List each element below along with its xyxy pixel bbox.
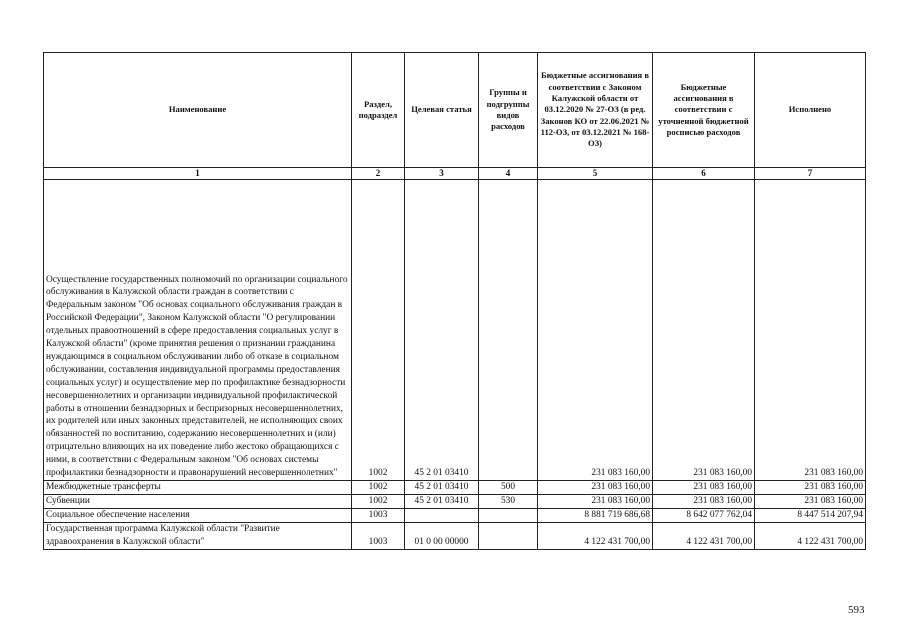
table-row <box>44 180 866 481</box>
row-group <box>479 508 538 522</box>
row-target: 01 0 00 00000 <box>405 522 479 549</box>
column-number: 3 <box>405 168 479 180</box>
header-group: Группы и подгруппы видов расходов <box>479 53 538 168</box>
row-name: Субвенции <box>44 494 352 508</box>
row-group: 530 <box>479 494 538 508</box>
column-number: 7 <box>755 168 866 180</box>
row-section: 1003 <box>352 522 405 549</box>
table-row <box>44 494 866 508</box>
page-number: 593 <box>848 604 865 616</box>
header-name: Наименование <box>44 53 352 168</box>
row-section: 1003 <box>352 508 405 522</box>
row-law-amount: 8 881 719 686,68 <box>538 508 653 522</box>
column-number: 6 <box>653 168 755 180</box>
table-row <box>44 481 866 495</box>
row-executed: 231 083 160,00 <box>755 481 866 495</box>
row-group <box>479 522 538 549</box>
row-law-amount: 231 083 160,00 <box>538 481 653 495</box>
header-law-amount: Бюджетные ассигнования в соответствии с Законом Калужской области от 03.12.2020 № 27-ОЗ (в ред. Законов КО от 22.06.2021 № 112-ОЗ, от 03.12.2021 № 168-ОЗ) <box>538 53 653 168</box>
table-row <box>44 508 866 522</box>
column-number: 2 <box>352 168 405 180</box>
row-section: 1002 <box>352 494 405 508</box>
row-target: 45 2 01 03410 <box>405 494 479 508</box>
row-refined-amount: 4 122 431 700,00 <box>653 522 755 549</box>
row-refined-amount: 231 083 160,00 <box>653 494 755 508</box>
row-executed: 231 083 160,00 <box>755 180 866 481</box>
row-executed: 231 083 160,00 <box>755 494 866 508</box>
row-group <box>479 180 538 481</box>
column-number-row <box>44 168 866 180</box>
row-target <box>405 508 479 522</box>
row-law-amount: 231 083 160,00 <box>538 494 653 508</box>
budget-table <box>43 52 866 550</box>
row-name: Осуществление государственных полномочий по организации социального обслуживания в Калужской области граждан в соответствии с Федеральным законом "Об основах социального обслуживания граждан в Российской Федерации", Законом Калужской области "О регулировании отдельных правоотношений в сфере предоставления социальных услуг в Калужской области" (кроме принятия решения о признании гражданина нуждающимся в социальном обслуживании либо об отказе в социальном обслуживании, составления индивидуальной программы предоставления социальных услуг) и осуществление мер по профилактике безнадзорности несовершеннолетних и организации индивидуальной профилактической работы в отношении безнадзорных и беспризорных несовершеннолетних, их родителей или иных законных представителей, не исполняющих своих обязанностей по воспитанию, содержанию несовершеннолетних и (или) отрицательно влияющих на их поведение либо жестоко обращающихся с ними, в соответствии с Федеральным законом "Об основах системы профилактики безнадзорности и правонарушений несовершеннолетних" <box>44 180 352 481</box>
table-row <box>44 522 866 549</box>
row-name: Социальное обеспечение населения <box>44 508 352 522</box>
row-name: Межбюджетные трансферты <box>44 481 352 495</box>
row-law-amount: 231 083 160,00 <box>538 180 653 481</box>
row-section: 1002 <box>352 481 405 495</box>
row-law-amount: 4 122 431 700,00 <box>538 522 653 549</box>
row-executed: 4 122 431 700,00 <box>755 522 866 549</box>
header-row <box>44 53 866 168</box>
header-target: Целевая статья <box>405 53 479 168</box>
row-target: 45 2 01 03410 <box>405 180 479 481</box>
row-target: 45 2 01 03410 <box>405 481 479 495</box>
column-number: 4 <box>479 168 538 180</box>
column-number: 5 <box>538 168 653 180</box>
column-number: 1 <box>44 168 352 180</box>
header-section: Раздел, подраздел <box>352 53 405 168</box>
row-refined-amount: 231 083 160,00 <box>653 180 755 481</box>
header-executed: Исполнено <box>755 53 866 168</box>
row-name: Государственная программа Калужской области "Развитие здравоохранения в Калужской области" <box>44 522 352 549</box>
row-executed: 8 447 514 207,94 <box>755 508 866 522</box>
header-refined-amount: Бюджетные ассигнования в соответствии с уточненной бюджетной росписью расходов <box>653 53 755 168</box>
row-refined-amount: 8 642 077 762,04 <box>653 508 755 522</box>
row-section: 1002 <box>352 180 405 481</box>
row-group: 500 <box>479 481 538 495</box>
row-refined-amount: 231 083 160,00 <box>653 481 755 495</box>
